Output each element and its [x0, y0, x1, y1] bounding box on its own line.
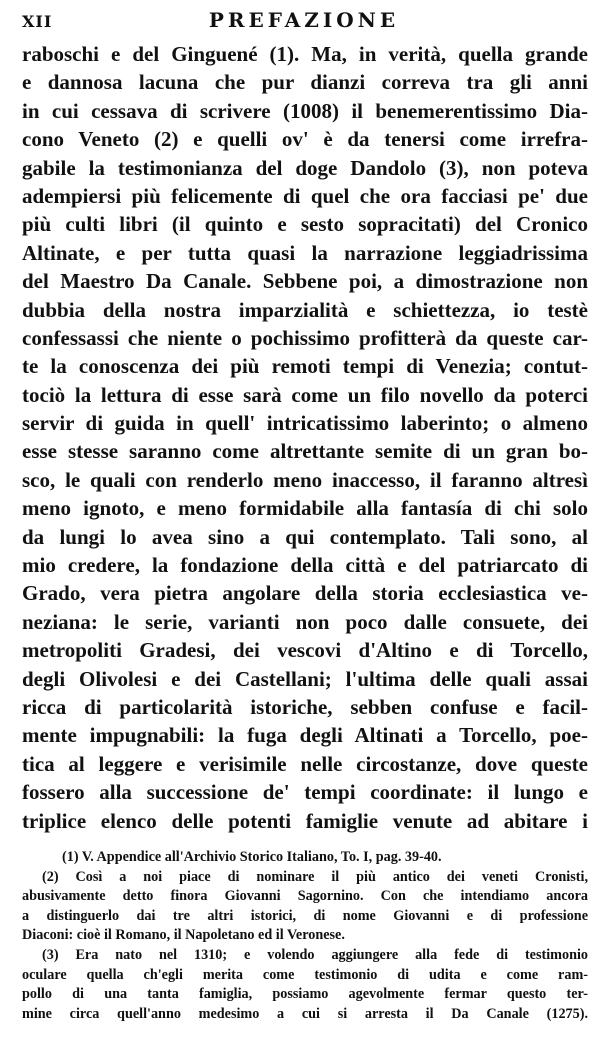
running-title: PREFAZIONE [208, 8, 400, 32]
body-line: degli Olivolesi e dei Castellani; l'ultima delle quali assai [22, 666, 588, 691]
footnote-3-line: oculare quella ch'egli merita come testimonio di udita e come ram- [22, 966, 588, 983]
body-line: metropoliti Gradesi, dei vescovi d'Altino e di Torcello, [22, 638, 588, 663]
body-line: servir di guida in quell' intricatissimo laberinto; o almeno [22, 411, 588, 436]
body-line: gabile la testimonianza del doge Dandolo (3), non poteva [22, 155, 588, 180]
body-line: cono Veneto (2) e quelli ov' è da tenersi come irrefra- [22, 127, 588, 152]
footnote-3-line: mine circa quell'anno medesimo a cui si arresta il Da Canale (1275). [22, 1005, 588, 1022]
body-line: te la conoscenza dei più remoti tempi di Venezia; contut- [22, 354, 588, 379]
body-line: più culti libri (il quinto e sesto sopracitati) del Cronico [22, 212, 588, 237]
page-header [22, 8, 586, 38]
body-line: neziana: le serie, varianti non poco dalle consuete, dei [22, 609, 588, 634]
body-line: Altinate, e per tutta quasi la narrazione leggiadrissima [22, 240, 588, 265]
body-line: triplice elenco delle potenti famiglie venute ad abitare i [22, 808, 588, 833]
body-line: dubbia della nostra imparzialità e schiettezza, io testè [22, 297, 588, 322]
body-line: adempiersi più felicemente di quel che ora facciasi pe' due [22, 183, 588, 208]
body-line: ricca di particolarità istoriche, sebben confuse e facil- [22, 694, 588, 719]
body-line: esse stesse saranno come altrettante semite di un gran bo- [22, 439, 588, 464]
body-line: raboschi e del Ginguené (1). Ma, in verità, quella grande [22, 42, 588, 66]
footnote-2-line: abusivamente detto finora Giovanni Sagornino. Con che intendiamo ancora [22, 888, 588, 905]
footnotes [22, 848, 588, 1024]
body-line: mente impugnabili: la fuga degli Altinati a Torcello, poe- [22, 723, 588, 748]
body-line: fossero alla successione de' tempi coordinate: il lungo e [22, 780, 588, 805]
body-line: in cui cessava di scrivere (1008) il benemerentissimo Dia- [22, 98, 588, 123]
footnote-3-line: pollo di una tanta famiglia, possiamo agevolmente fermar questo ter- [22, 986, 588, 1003]
footnote-2-line: Diaconi: cioè il Romano, il Napoletano ed il Veronese. [22, 927, 345, 944]
footnote-2-line: (2) Così a noi piace di nominare il più antico dei veneti Cronisti, [42, 868, 588, 885]
body-line: sco, le quali con renderlo meno inaccesso, il faranno altresì [22, 467, 588, 492]
body-line: e dannosa lacuna che pur dianzi correva tra gli anni [22, 70, 588, 95]
footnote-3-line: (3) Era nato nel 1310; e volendo aggiungere alla fede di testimonio [42, 946, 588, 963]
footnote-2-line: a distinguerlo dai tre altri istorici, di nome Giovanni e di professione [22, 907, 588, 924]
body-line: meno ignoto, e meno formidabile alla fantasía di chi solo [22, 496, 588, 521]
footnote-1: (1) V. Appendice all'Archivio Storico Italiano, To. I, pag. 39-40. [62, 849, 442, 865]
body-line: da lungi lo avea sino a qui contemplato. Tali sono, al [22, 524, 588, 549]
page-number: XII [22, 12, 53, 31]
body-line: mio credere, la fondazione della città e del patriarcato di [22, 553, 588, 578]
body-line: confessassi che niente o pochissimo profitterà da queste car- [22, 325, 588, 350]
body-line: tociò la lettura di esse sarà come un filo novello da poterci [22, 382, 588, 407]
body-line: del Maestro Da Canale. Sebbene poi, a dimostrazione non [22, 269, 588, 294]
body-line: tica al leggere e verisimile nelle circostanze, dove queste [22, 751, 588, 776]
body-text [22, 40, 588, 835]
body-line: Grado, vera pietra angolare della storia ecclesiastica ve- [22, 581, 588, 606]
